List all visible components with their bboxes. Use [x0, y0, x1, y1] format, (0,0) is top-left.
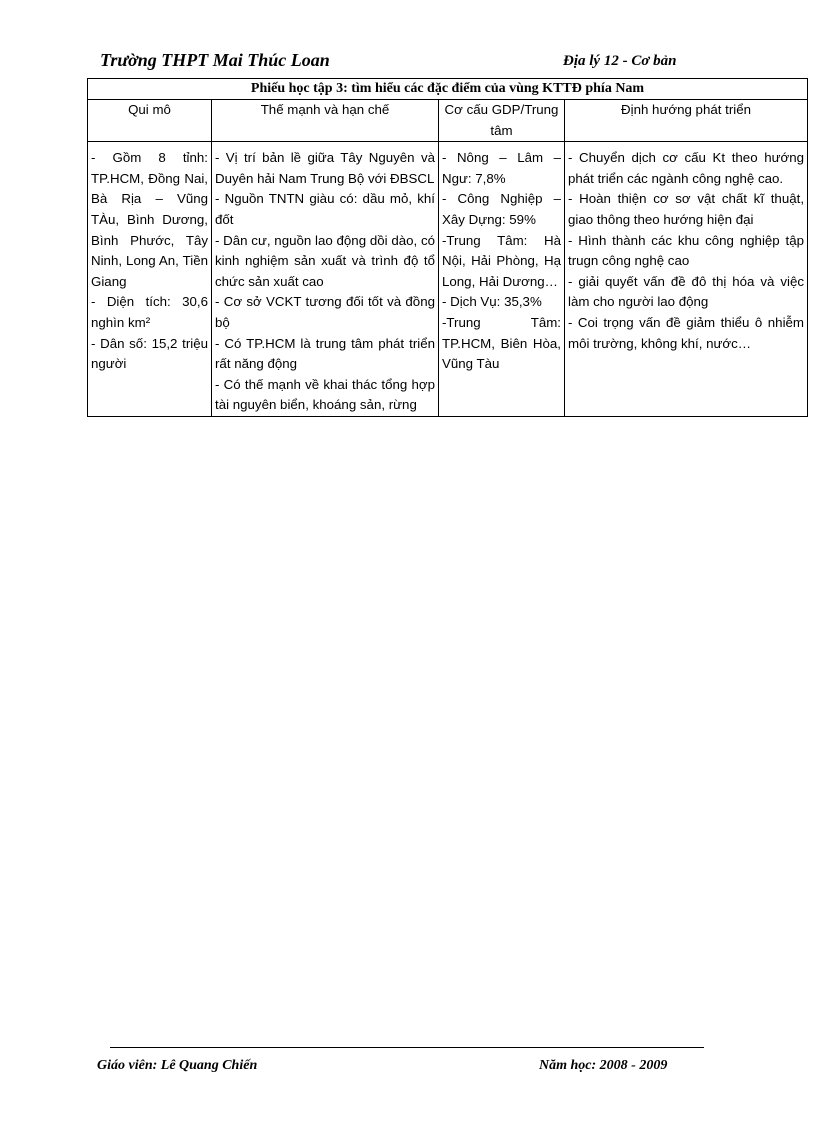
- orientation-item: - Chuyển dịch cơ cấu Kt theo hướng phát triển các ngành công nghệ cao.: [568, 150, 805, 186]
- gdp-item: -Trung Tâm: Hà Nội, Hải Phòng, Hạ Long, Hải Dương…: [442, 232, 561, 289]
- subject-label: Địa lý 12 - Cơ bản: [563, 53, 677, 69]
- column-header-gdp: Cơ cấu GDP/Trung tâm: [439, 100, 565, 142]
- column-header-strengths: Thế mạnh và hạn chế: [212, 100, 439, 142]
- gdp-cell: [439, 142, 565, 417]
- orientation-item: - Hình thành các khu công nghiệp tập trugn công nghệ cao: [568, 232, 805, 269]
- strengths-cell: [212, 142, 439, 417]
- footer-divider: [110, 1047, 704, 1048]
- gdp-item: - Nông – Lâm – Ngư: 7,8%: [442, 150, 561, 186]
- orientation-item: - Hoàn thiện cơ sơ vật chất kĩ thuật, giao thông theo hướng hiện đại: [568, 191, 805, 227]
- worksheet-table: [87, 78, 808, 417]
- title-row: [88, 79, 808, 100]
- page-header: [100, 50, 700, 74]
- scale-item: - Gồm 8 tỉnh: TP.HCM, Đồng Nai, Bà Rịa – Vũng TÀu, Bình Dương, Bình Phước, Tây Ninh, Long An, Tiền Giang: [91, 150, 208, 289]
- gdp-item: -Trung Tâm: TP.HCM, Biên Hòa, Vũng Tàu: [442, 314, 561, 372]
- school-year: Năm học: 2008 - 2009: [539, 1058, 668, 1073]
- scale-cell: [88, 142, 212, 417]
- column-header-scale: Qui mô: [88, 100, 212, 142]
- scale-item: - Dân số: 15,2 triệu người: [91, 335, 208, 372]
- strength-item: - Cơ sở VCKT tương đối tốt và đồng bộ: [215, 294, 435, 330]
- teacher-name: Giáo viên: Lê Quang Chiến: [97, 1058, 258, 1073]
- orientation-item: - giải quyết vấn đề đô thị hóa và việc làm cho người lao động: [568, 273, 805, 310]
- strength-item: - Có thế mạnh về khai thác tổng hợp tài nguyên biển, khoáng sản, rừng: [215, 376, 435, 413]
- strength-item: - Nguồn TNTN giàu có: dầu mỏ, khí đốt: [215, 191, 435, 227]
- worksheet-title: Phiếu học tập 3: tìm hiểu các đặc điểm của vùng KTTĐ phía Nam: [88, 79, 808, 100]
- column-header-orientation: Định hướng phát triển: [565, 100, 808, 142]
- orientation-cell: [565, 142, 808, 417]
- content-row: [88, 142, 808, 417]
- school-name: Trường THPT Mai Thúc Loan: [100, 50, 330, 70]
- strength-item: - Có TP.HCM là trung tâm phát triển rất năng động: [215, 335, 435, 372]
- orientation-item: - Coi trọng vấn đề giảm thiểu ô nhiễm môi trường, không khí, nước…: [568, 314, 805, 351]
- page-footer: [97, 1058, 697, 1080]
- gdp-item: - Dịch Vụ: 35,3%: [442, 294, 542, 310]
- scale-item: - Diện tích: 30,6 nghìn km²: [91, 294, 208, 330]
- column-header-row: [88, 100, 808, 142]
- strength-item: - Vị trí bản lề giữa Tây Nguyên và Duyên hải Nam Trung Bộ với ĐBSCL: [215, 150, 435, 186]
- strength-item: - Dân cư, nguồn lao động dồi dào, có kinh nghiệm sản xuất và trình độ tổ chức sản xuất cao: [215, 232, 435, 289]
- gdp-item: - Công Nghiệp – Xây Dựng: 59%: [442, 191, 561, 227]
